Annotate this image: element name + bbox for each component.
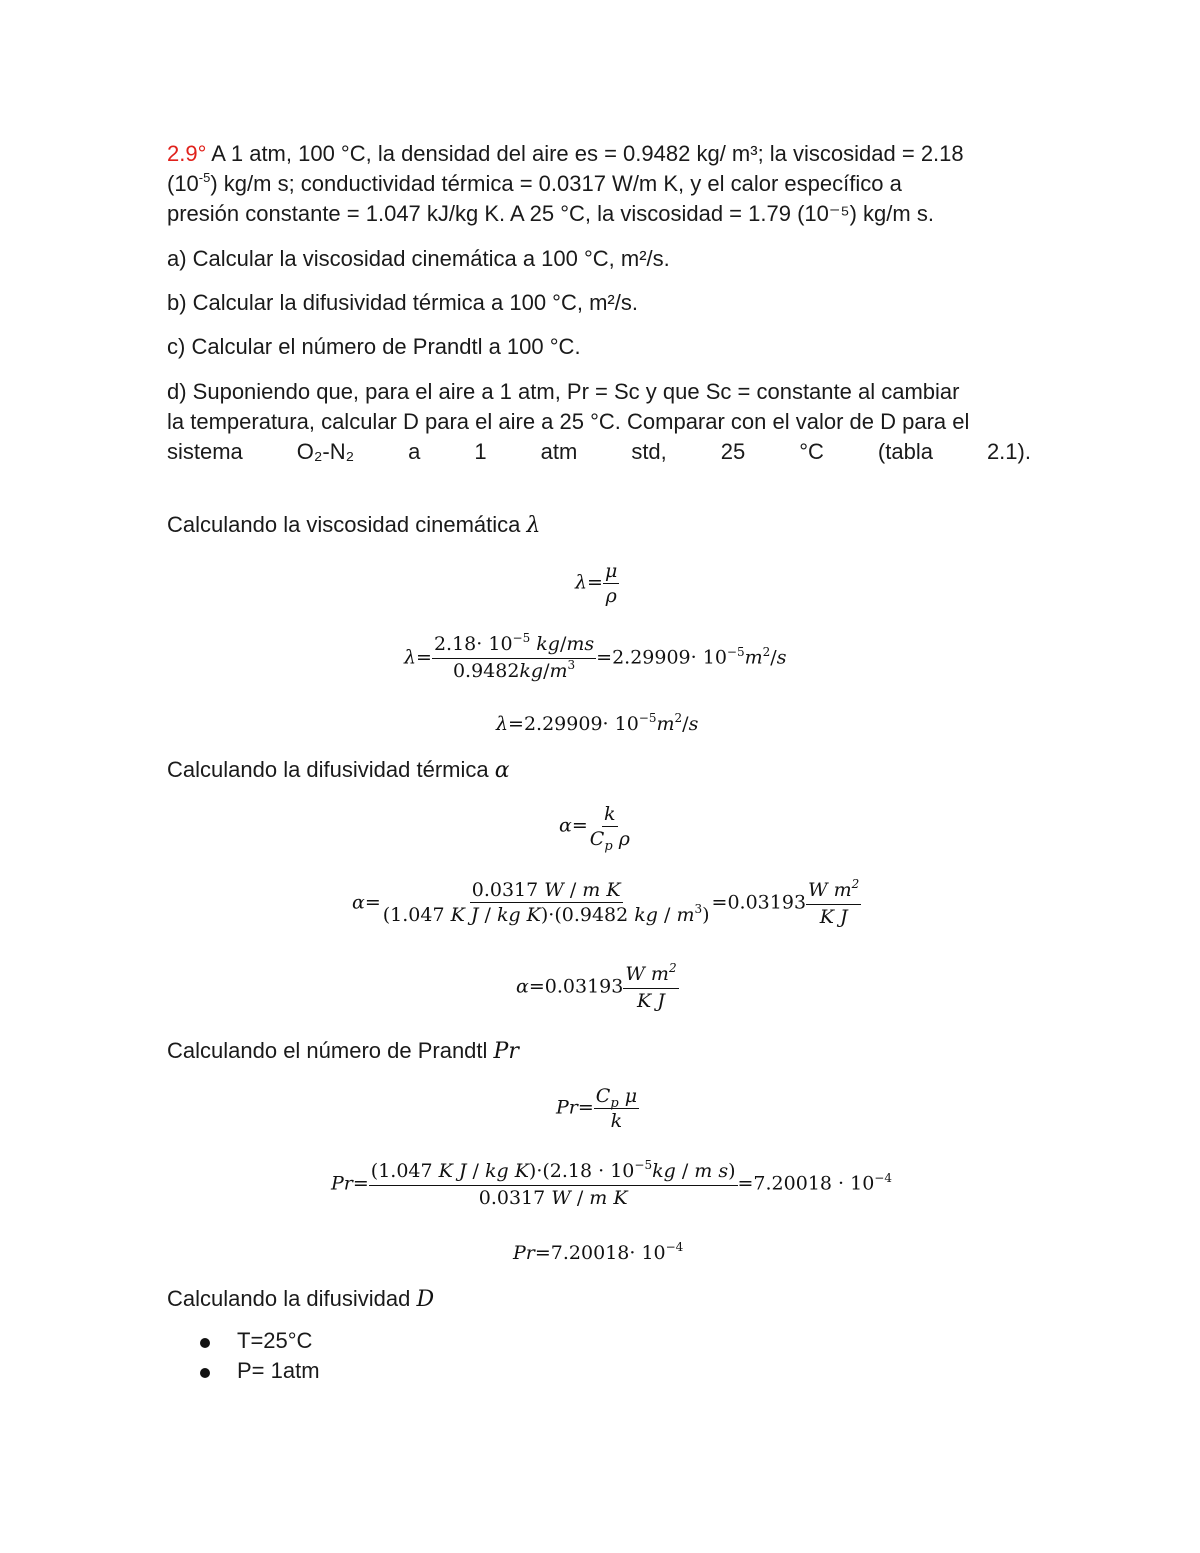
equation-lambda-definition: λ= $\frac{\mu}{\rho}$	[575, 560, 618, 607]
problem-text-2	[167, 169, 902, 199]
problem-statement	[167, 139, 1031, 229]
bullet-item-pressure: P= 1atm	[237, 1358, 320, 1383]
equation-pr-result: $Pr=7.20018\cdot 10^{-4}$	[513, 1240, 684, 1264]
question-a: a) Calcular la viscosidad cinemática a 100 °C, m²/s.	[167, 246, 670, 271]
equation-lambda-result: $\lambda=2.29909\cdot 10^{-5}m^2/s$	[496, 711, 699, 735]
problem-text-2c: ) kg/m s; conductividad térmica = 0.0317 W/m K, y el calor específico a	[210, 171, 902, 196]
question-d-line-3	[167, 437, 1031, 467]
d3-word: std,	[631, 439, 667, 464]
thermal-heading	[167, 755, 1031, 786]
problem-text-2b: -5	[198, 169, 211, 185]
viscosity-heading-symbol: λ	[526, 513, 541, 538]
viscosity-heading	[167, 510, 1031, 541]
problem-line-3: presión constante = 1.047 kJ/kg K. A 25 °C, la viscosidad = 1.79 (10⁻⁵) kg/m s.	[167, 201, 934, 226]
problem-text-2a: (10	[167, 171, 199, 196]
prandtl-heading-text: Calculando el número de Prandtl	[167, 1038, 488, 1063]
diffusivity-heading-text: Calculando la difusividad	[167, 1286, 411, 1311]
equation-alpha-definition: α= $\frac{k}{C_p \rho}$	[559, 803, 630, 854]
viscosity-heading-text: Calculando la viscosidad cinemática	[167, 512, 521, 537]
question-d-line-1: d) Suponiendo que, para el aire a 1 atm, Pr = Sc y que Sc = constante al cambiar	[167, 379, 960, 404]
question-b: b) Calcular la difusividad térmica a 100 °C, m²/s.	[167, 290, 638, 315]
equation-pr-definition: Pr= $\frac{C_p \mu}{k}$	[556, 1085, 638, 1132]
d3-word: O₂-N₂	[296, 439, 355, 464]
equation-alpha-result: α=0.03193 $\frac{W m^2}{\text{K J}}$	[516, 961, 677, 1012]
problem-text-1: A 1 atm, 100 °C, la densidad del aire es = 0.9482 kg/ m³; la viscosidad = 2.18	[206, 141, 964, 166]
d3-word: 25	[720, 439, 746, 464]
d3-word: atm	[540, 439, 578, 464]
equation-alpha-substitution: α= $\frac{\text{0.0317 W / m K}}{(1.047 K J / kg K)\cdot(0.9482 kg / m^3)}$ =0.03193 $\frac{W m^2}{\text{K J}}$	[352, 877, 860, 928]
question-c: c) Calcular el número de Prandtl a 100 °C.	[167, 334, 581, 359]
d3-word: a	[408, 439, 421, 464]
equation-lambda-substitution: λ= $\frac{2.18\cdot 10^{-5} kg/ms}{0.9482kg/m^3}$ $=2.29909\cdot 10^{-5}m^2/s$	[404, 631, 787, 682]
prandtl-heading	[167, 1036, 1031, 1067]
prandtl-heading-symbol: Pr	[493, 1039, 519, 1064]
equation-pr-substitution: Pr= $\frac{(1.047 K J / kg K)\cdot(2.18 \cdot 10^{-5}kg / m s)}{\text{0.0317 W / m K}}$ $=7.20018 \cdot 10^{-4}$	[331, 1158, 892, 1209]
problem-line-1	[167, 139, 1031, 169]
d3-word: 2.1).	[986, 439, 1031, 464]
question-d-line-2: la temperatura, calcular D para el aire a 25 °C. Comparar con el valor de D para el	[167, 409, 970, 434]
d3-word: 1	[474, 439, 487, 464]
bullet-dot	[200, 1338, 210, 1348]
diffusivity-heading	[167, 1284, 1031, 1315]
bullet-item-temperature: T=25°C	[237, 1328, 313, 1353]
question-d	[167, 377, 1031, 467]
thermal-heading-text: Calculando la difusividad térmica	[167, 757, 489, 782]
problem-number: 2.9°	[167, 141, 207, 166]
d3-word: °C	[799, 439, 824, 464]
problem-line-2	[167, 169, 1031, 199]
d3-word: (tabla	[877, 439, 933, 464]
thermal-heading-symbol: α	[494, 758, 510, 783]
bullet-dot	[200, 1368, 210, 1378]
d3-word: sistema	[167, 439, 243, 464]
diffusivity-heading-symbol: D	[416, 1287, 435, 1312]
